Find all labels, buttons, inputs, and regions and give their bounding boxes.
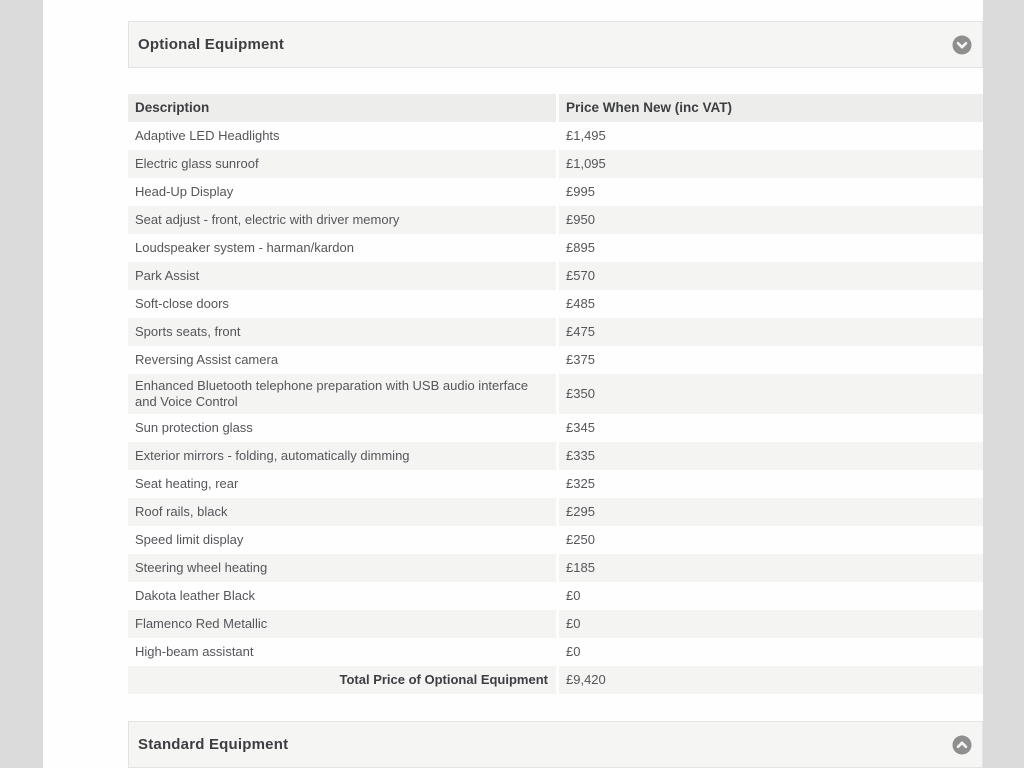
table-row [128, 206, 983, 234]
standard-equipment-section-header[interactable] [128, 721, 983, 768]
price-cell: £995 [559, 178, 983, 206]
table-row [128, 346, 983, 374]
table-row [128, 374, 983, 414]
description-cell: Soft-close doors [128, 290, 556, 318]
price-cell: £185 [559, 554, 983, 582]
price-cell: £250 [559, 526, 983, 554]
description-cell: Enhanced Bluetooth telephone preparation with USB audio interface and Voice Control [128, 374, 556, 414]
table-row [128, 150, 983, 178]
description-cell: Exterior mirrors - folding, automatically dimming [128, 442, 556, 470]
description-cell: Loudspeaker system - harman/kardon [128, 234, 556, 262]
page-content [43, 0, 983, 768]
description-cell: Speed limit display [128, 526, 556, 554]
price-cell: £0 [559, 610, 983, 638]
standard-equipment-title: Standard Equipment [138, 736, 289, 753]
table-row [128, 610, 983, 638]
description-cell: Flamenco Red Metallic [128, 610, 556, 638]
table-row [128, 442, 983, 470]
table-row [128, 554, 983, 582]
price-cell: £485 [559, 290, 983, 318]
optional-equipment-title: Optional Equipment [138, 36, 285, 53]
table-row [128, 526, 983, 554]
description-cell: Sports seats, front [128, 318, 556, 346]
table-body [128, 122, 983, 666]
price-cell: £350 [559, 374, 983, 414]
table-row [128, 234, 983, 262]
description-cell: Head-Up Display [128, 178, 556, 206]
table-row [128, 122, 983, 150]
description-column-header: Description [128, 94, 556, 122]
description-cell: Park Assist [128, 262, 556, 290]
optional-equipment-section-header[interactable] [128, 21, 983, 68]
chevron-up-icon[interactable] [952, 735, 972, 755]
chevron-down-icon[interactable] [952, 35, 972, 55]
total-label: Total Price of Optional Equipment [128, 666, 556, 694]
table-row [128, 470, 983, 498]
table-row [128, 178, 983, 206]
price-cell: £325 [559, 470, 983, 498]
description-cell: Electric glass sunroof [128, 150, 556, 178]
price-cell: £335 [559, 442, 983, 470]
price-column-header: Price When New (inc VAT) [559, 94, 983, 122]
price-cell: £895 [559, 234, 983, 262]
price-cell: £375 [559, 346, 983, 374]
price-cell: £570 [559, 262, 983, 290]
optional-equipment-table [128, 94, 983, 694]
total-row [128, 666, 983, 694]
description-cell: Seat adjust - front, electric with driver memory [128, 206, 556, 234]
price-cell: £475 [559, 318, 983, 346]
description-cell: Adaptive LED Headlights [128, 122, 556, 150]
description-cell: Seat heating, rear [128, 470, 556, 498]
table-row [128, 582, 983, 610]
table-row [128, 262, 983, 290]
description-cell: Roof rails, black [128, 498, 556, 526]
price-cell: £0 [559, 582, 983, 610]
table-row [128, 414, 983, 442]
price-cell: £0 [559, 638, 983, 666]
price-cell: £295 [559, 498, 983, 526]
table-row [128, 638, 983, 666]
table-header-row [128, 94, 983, 122]
description-cell: Reversing Assist camera [128, 346, 556, 374]
table-row [128, 498, 983, 526]
table-row [128, 290, 983, 318]
total-price: £9,420 [559, 666, 983, 694]
table-row [128, 318, 983, 346]
price-cell: £950 [559, 206, 983, 234]
description-cell: Steering wheel heating [128, 554, 556, 582]
description-cell: Dakota leather Black [128, 582, 556, 610]
price-cell: £345 [559, 414, 983, 442]
description-cell: Sun protection glass [128, 414, 556, 442]
price-cell: £1,495 [559, 122, 983, 150]
price-cell: £1,095 [559, 150, 983, 178]
description-cell: High-beam assistant [128, 638, 556, 666]
